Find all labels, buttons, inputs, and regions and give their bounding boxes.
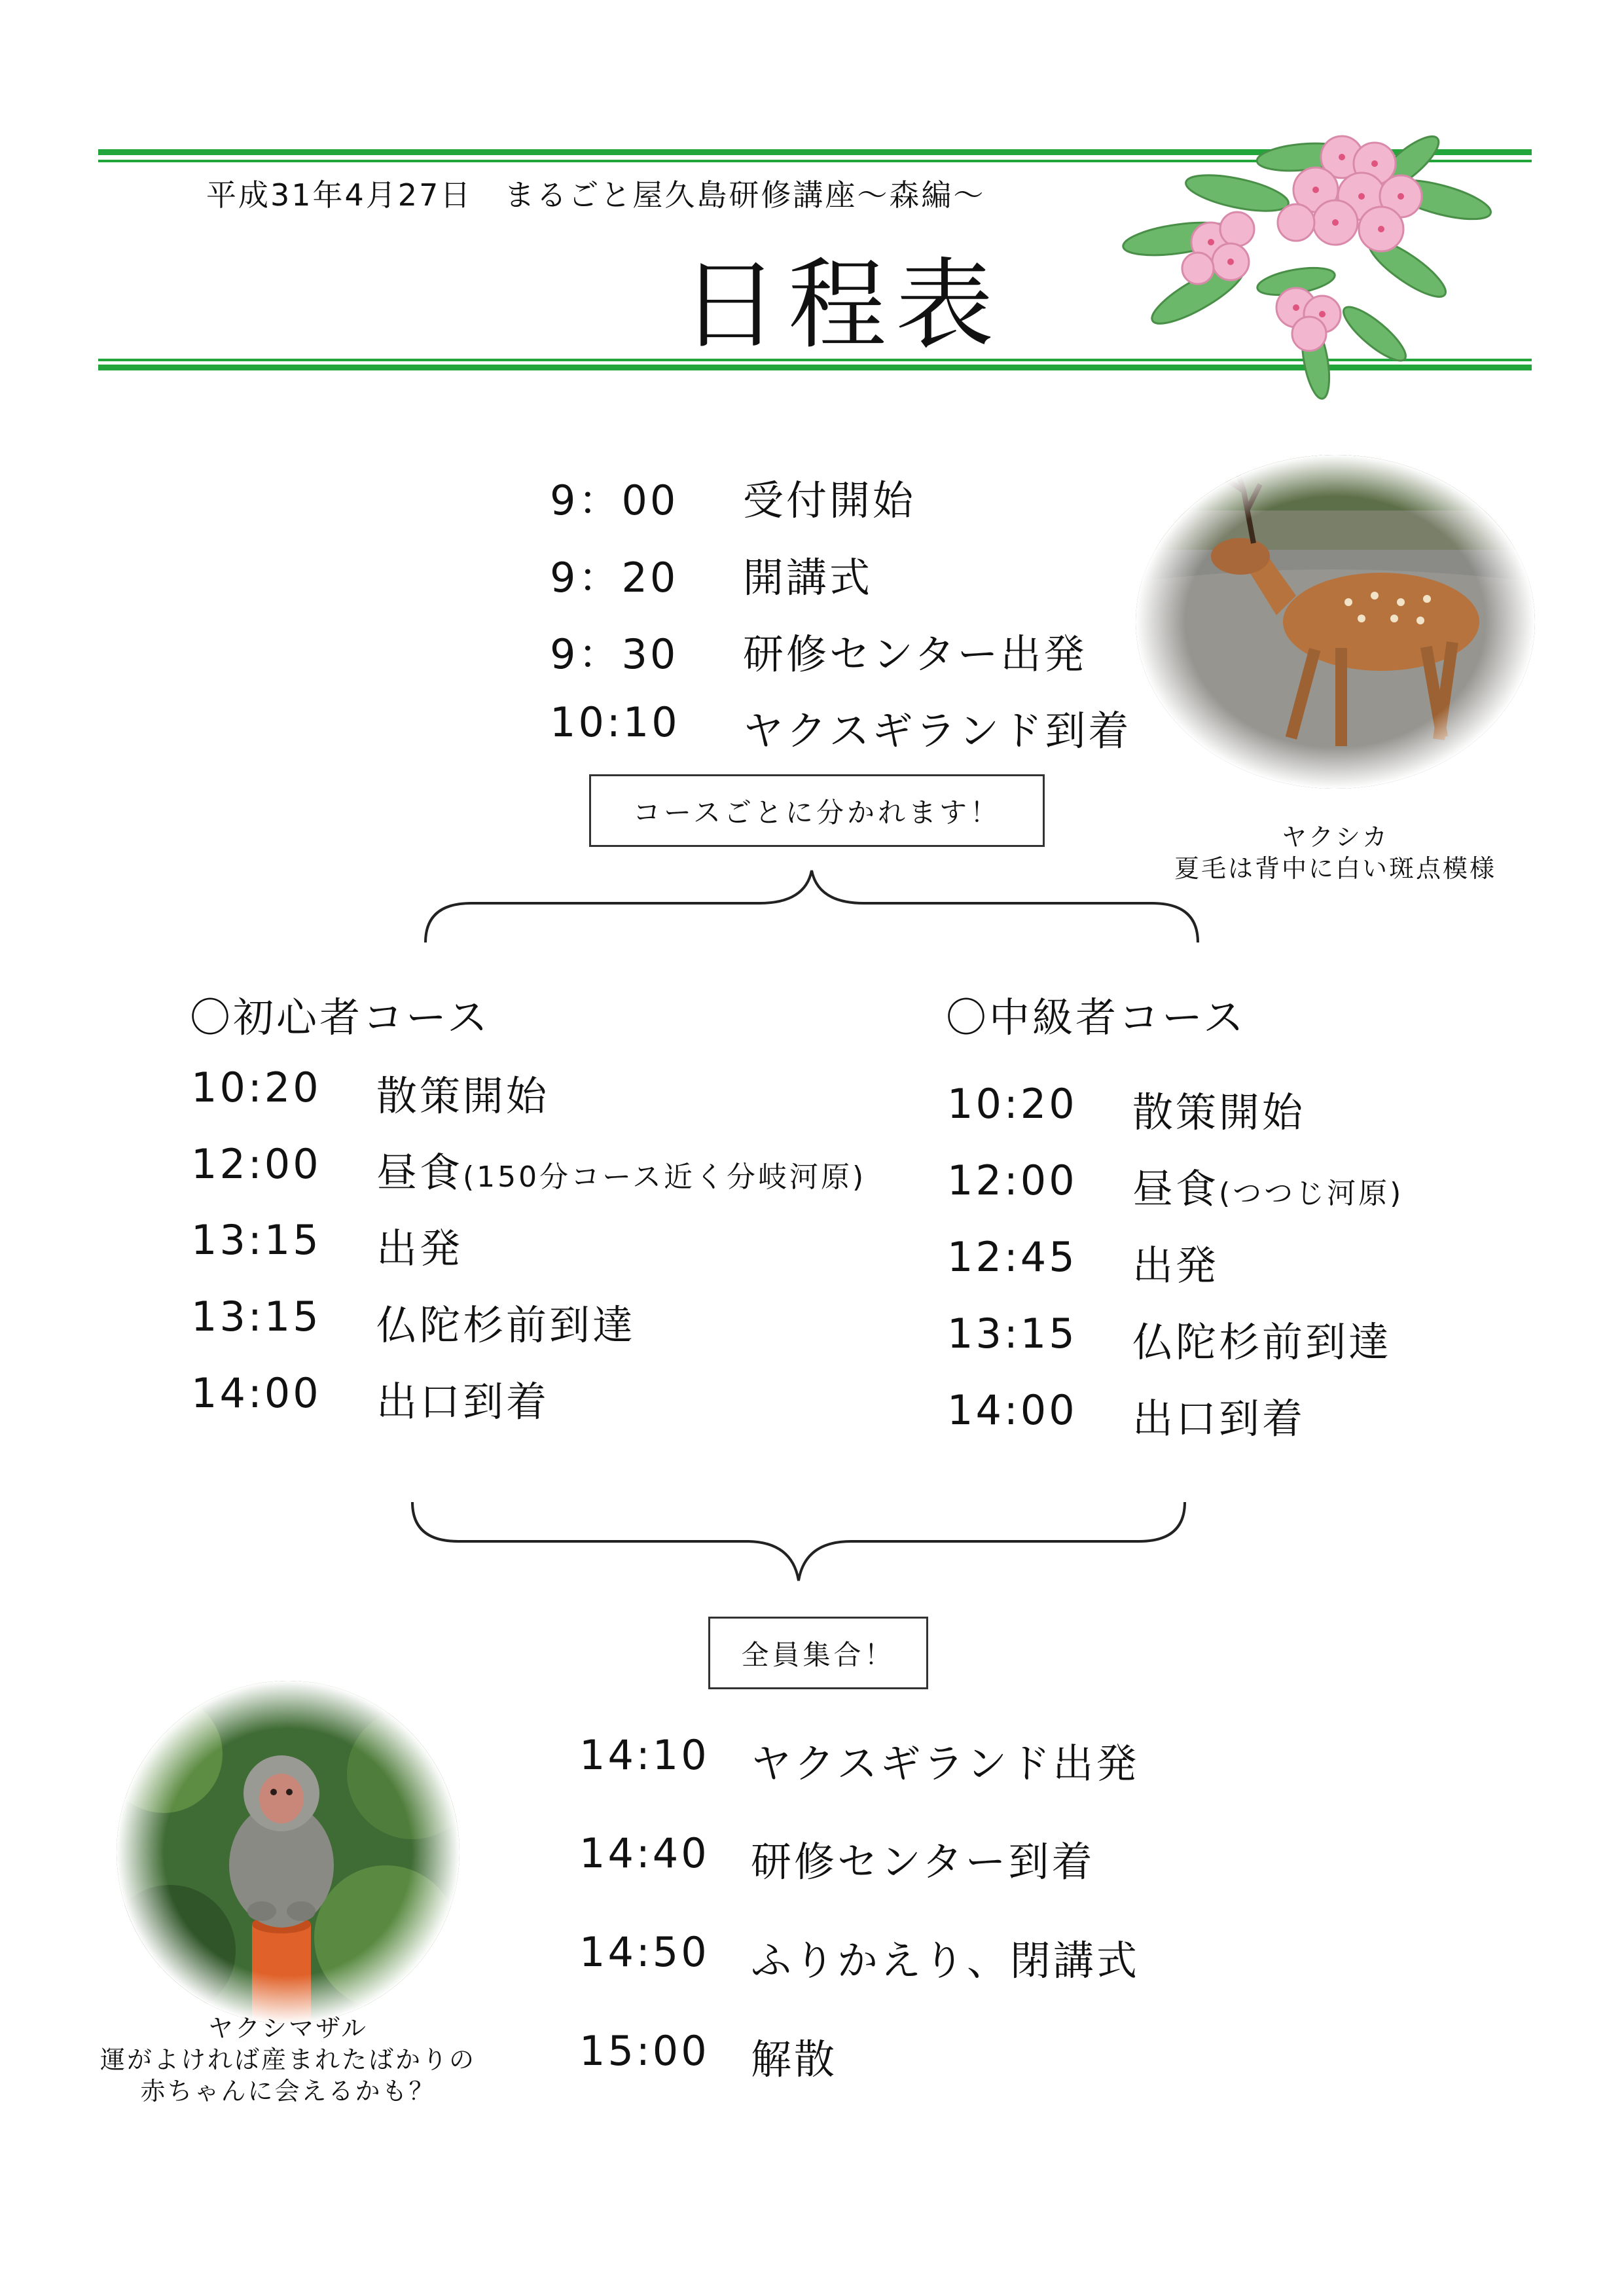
intermediate-row [947,1310,1392,1366]
schedule-activity: 開講式 [743,554,873,601]
event-subtitle: 平成31年4月27日 まるごと屋久島研修講座～森編～ [206,177,986,213]
schedule-row [550,545,873,603]
schedule-time: 14:50 [579,1928,710,1976]
schedule-activity: 研修センター到着 [751,1838,1095,1886]
schedule-row [550,698,1132,755]
deer-photo [1132,452,1538,792]
deer-caption-text: 夏毛は背中に白い斑点模様 [1174,854,1496,883]
schedule-row [579,1928,1140,1984]
schedule-time: 12:45 [947,1233,1077,1281]
schedule-time: 13:15 [191,1293,321,1340]
split-note: コースごとに分かれます！ [589,774,1045,847]
beginner-course-heading: 〇初心者コース [190,994,490,1041]
intermediate-row [947,1233,1219,1289]
schedule-time: 13:15 [191,1216,321,1264]
schedule-activity: 出口到着 [1132,1395,1306,1443]
schedule-activity: 解散 [751,2036,838,2083]
beginner-row [191,1140,867,1196]
schedule-activity: 散策開始 [376,1072,550,1120]
schedule-time: 12:00 [947,1157,1077,1204]
schedule-time: 10:10 [550,698,680,746]
intermediate-row [947,1080,1306,1136]
schedule-time: 9：00 [550,476,679,524]
intermediate-course-heading: 〇中級者コース [946,994,1246,1041]
page-title: 日程表 [681,249,1003,363]
schedule-time: 13:15 [947,1310,1077,1357]
schedule-row [550,468,916,526]
schedule-activity: ヤクスギランド出発 [751,1740,1140,1787]
deer-caption-title: ヤクシカ [1281,823,1389,852]
schedule-row [579,1731,1140,1787]
beginner-row [191,1216,463,1272]
schedule-time: 14:10 [579,1731,710,1779]
intermediate-row [947,1157,1404,1213]
schedule-activity: 散策開始 [1132,1088,1306,1136]
beginner-row [191,1064,550,1120]
schedule-activity: 昼食(つつじ河原) [1132,1165,1404,1213]
schedule-time: 14:00 [947,1386,1077,1434]
intermediate-row [947,1386,1306,1443]
schedule-time: 10:20 [191,1064,321,1111]
beginner-row [191,1369,550,1426]
schedule-time: 12:00 [191,1140,321,1188]
monkey-caption-text: 運がよければ産まれたばかりの [99,2045,476,2074]
schedule-row [550,622,1087,680]
schedule-activity: 出発 [376,1225,463,1272]
schedule-activity: 研修センター出発 [743,630,1087,678]
deer-caption [1172,821,1499,884]
schedule-time: 15:00 [579,2027,710,2075]
schedule-row [579,2027,838,2083]
monkey-caption-title: ヤクシマザル [208,2014,369,2043]
schedule-activity: 仏陀杉前到達 [1132,1318,1392,1366]
merge-note: 全員集合！ [708,1617,928,1689]
schedule-time: 14:00 [191,1369,321,1417]
schedule-activity: 出口到着 [376,1378,550,1426]
monkey-caption [92,2013,484,2107]
schedule-time: 14:40 [579,1829,710,1877]
schedule-activity: 昼食(150分コース近く分岐河原) [376,1149,867,1196]
rhododendron-flower-icon [1100,118,1506,406]
schedule-activity: 仏陀杉前到達 [376,1301,636,1349]
schedule-activity: 出発 [1132,1242,1219,1289]
schedule-row [579,1829,1095,1886]
schedule-activity: 受付開始 [743,476,916,524]
schedule-activity: ふりかえり、閉講式 [751,1937,1140,1984]
monkey-caption-text: 赤ちゃんに会えるかも？ [140,2077,436,2106]
split-brace [419,864,1204,949]
schedule-time: 9：30 [550,630,679,678]
schedule-activity: ヤクスギランド到着 [743,707,1132,755]
monkey-photo [111,1676,465,2029]
schedule-time: 9：20 [550,554,679,601]
merge-brace [406,1496,1191,1587]
schedule-time: 10:20 [947,1080,1077,1128]
beginner-row [191,1293,636,1349]
